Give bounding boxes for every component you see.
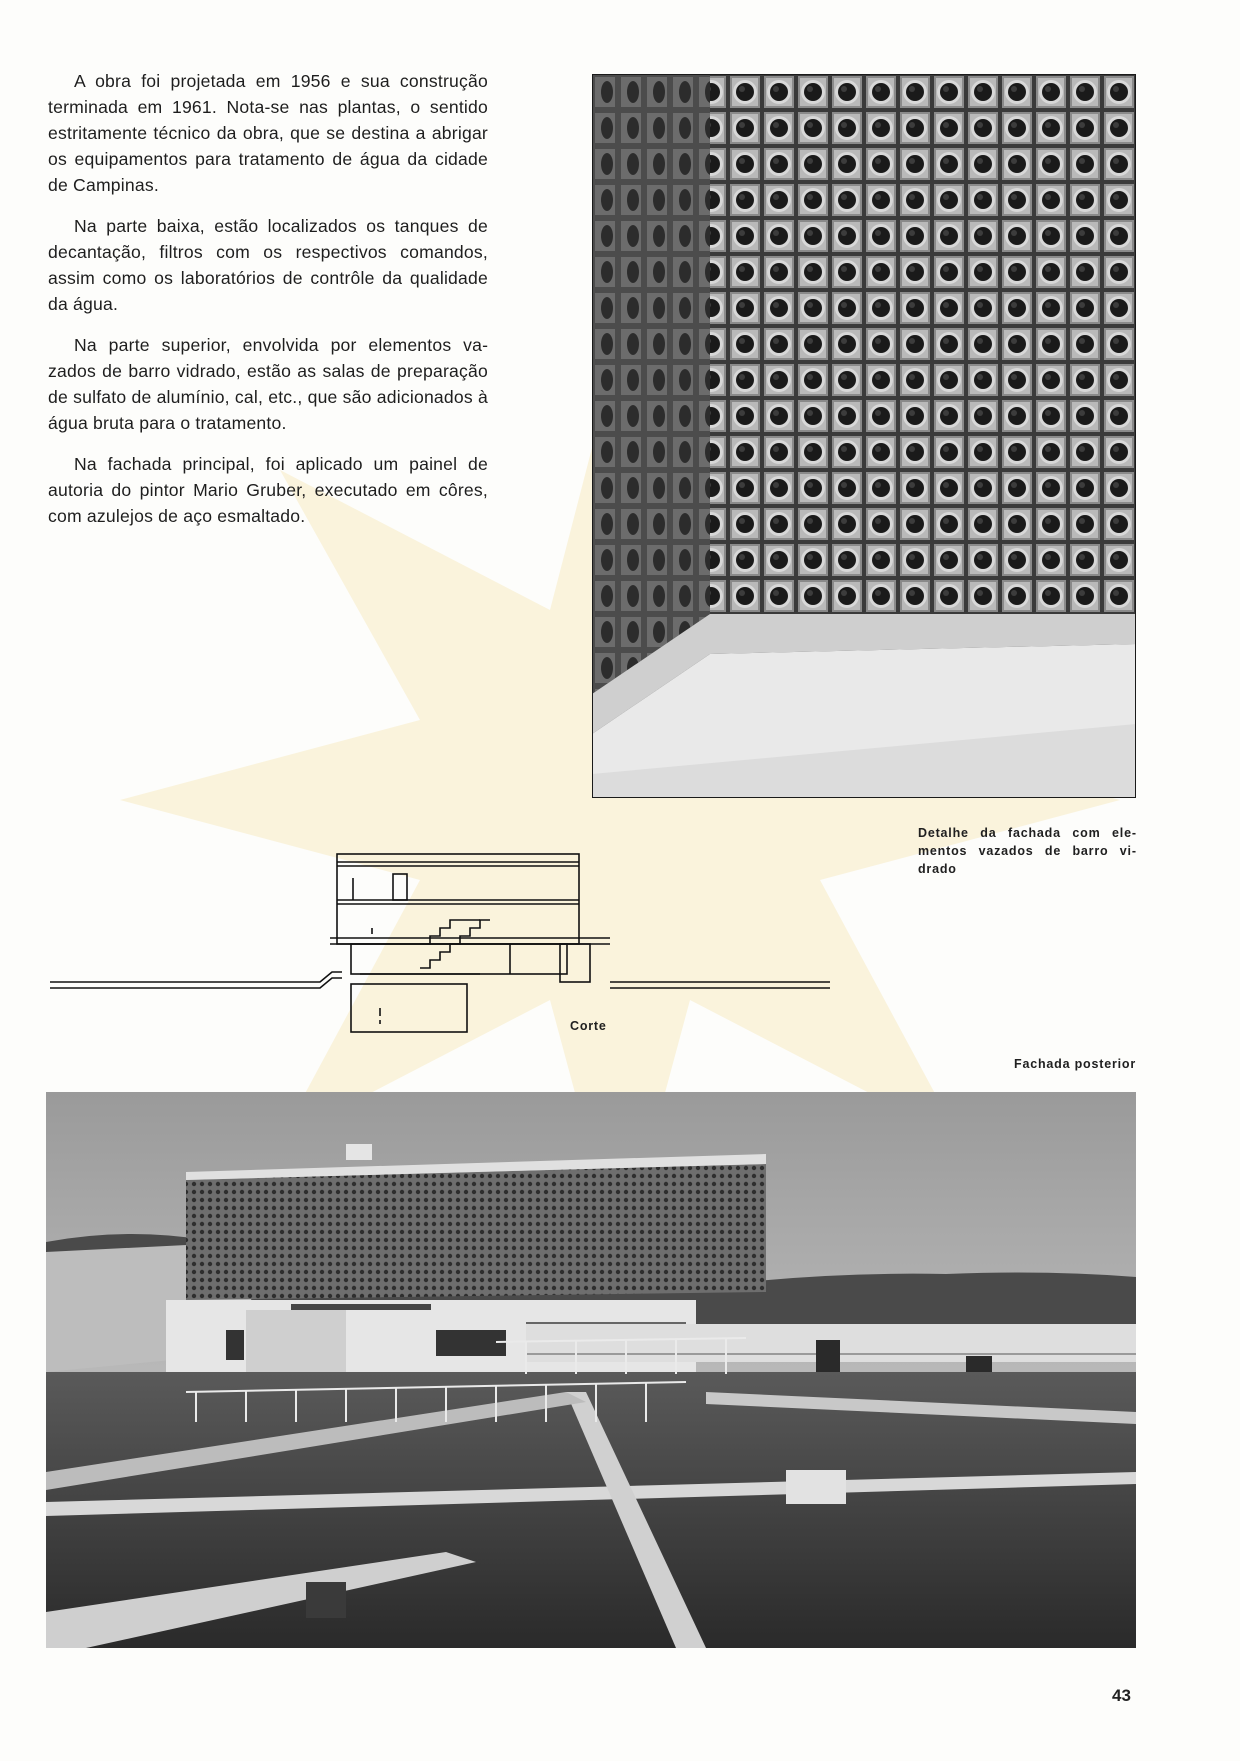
section-caption: Corte — [570, 1019, 607, 1033]
paragraph-2: Na parte baixa, estão localizados os tanques de decantação, filtros com os respectivos comandos, assim como os laboratórios de contrôle da qualidade da água. — [48, 216, 488, 314]
rear-facade-caption: Fachada posterior — [1014, 1057, 1136, 1071]
paragraph-3: Na parte superior, envolvida por elementos vazados de barro vidrado, estão as salas de preparação de sulfato de alumínio, cal, etc., que são adicionados à água bruta para o tratamento. — [48, 335, 488, 433]
paragraph-4: Na fachada principal, foi aplicado um painel de autoria do pintor Mario Gruber, executado em côres, com azulejos de aço esmaltado. — [48, 454, 488, 526]
facade-detail-photo — [592, 74, 1136, 798]
detail-caption: Detalhe da fachada com elementos vazados de barro vidrado — [918, 826, 1136, 876]
paragraph-1: A obra foi projetada em 1956 e sua construção terminada em 1961. Nota-se nas plantas, o sentido estritamente técnico da obra, que se destina a abrigar os equipamentos para tratamento de água da cidade de Campinas. — [48, 71, 488, 195]
section-drawing — [50, 848, 836, 1038]
rear-facade-photo — [46, 1092, 1136, 1648]
page-number: 43 — [1112, 1686, 1131, 1705]
article-body — [48, 68, 488, 544]
